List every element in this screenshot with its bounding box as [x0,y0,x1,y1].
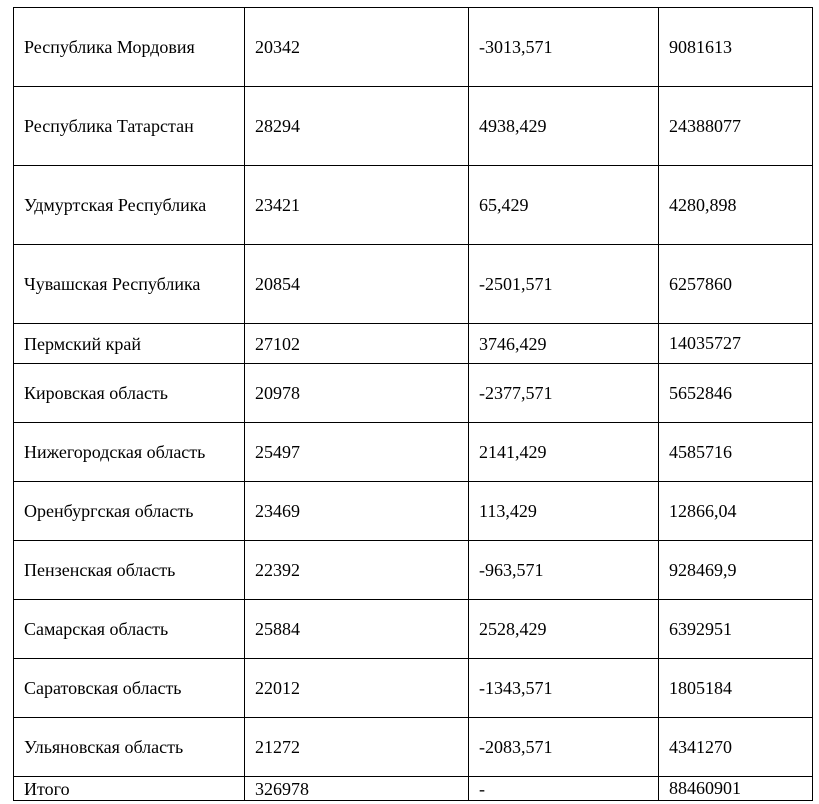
value-cell [245,659,469,718]
deviation-cell-text: 2528,429 [479,619,547,639]
total-label-cell [14,777,245,801]
value-cell [245,364,469,423]
value-cell-text: 28294 [255,116,300,136]
value-cell [245,482,469,541]
region-cell [14,718,245,777]
deviation-cell-text: 4938,429 [479,116,547,136]
value-cell-text: 23421 [255,195,300,215]
total-cell [659,87,813,166]
value-cell-text: 22012 [255,678,300,698]
region-cell-text: Ульяновская область [24,737,184,757]
region-cell-text: Нижегородская область [24,442,206,462]
total-cell-text: 6392951 [669,618,732,639]
deviation-cell [469,364,659,423]
region-cell [14,87,245,166]
value-cell [245,600,469,659]
total-cell-text: 12866,04 [669,500,737,521]
deviation-cell [469,423,659,482]
value-cell [245,166,469,245]
value-cell-text: 25884 [255,619,300,639]
deviation-cell-text: -1343,571 [479,678,553,698]
table-row [14,166,813,245]
deviation-cell [469,166,659,245]
table-row [14,364,813,423]
data-table [13,7,813,801]
value-cell-text: 27102 [255,333,300,354]
deviation-cell [469,600,659,659]
region-cell [14,364,245,423]
table-row [14,541,813,600]
deviation-cell [469,482,659,541]
deviation-cell [469,245,659,324]
region-cell [14,8,245,87]
value-cell [245,423,469,482]
value-cell [245,718,469,777]
deviation-cell-text: 113,429 [479,501,537,521]
total-label-cell-text: Итого [24,778,70,799]
deviation-cell [469,718,659,777]
region-cell [14,659,245,718]
total-cell [659,364,813,423]
value-cell [245,8,469,87]
value-cell [245,87,469,166]
value-cell-text: 21272 [255,737,300,757]
total-cell [659,166,813,245]
total-cell-text: 14035727 [669,333,741,353]
region-cell-text: Самарская область [24,619,169,639]
table-row [14,324,813,364]
total-cell [659,245,813,324]
deviation-cell-text: -3013,571 [479,37,553,57]
region-cell [14,423,245,482]
deviation-cell [469,324,659,364]
total-cell-text: 4341270 [669,736,732,757]
deviation-cell-text: -2083,571 [479,737,553,757]
deviation-cell [469,541,659,600]
total-cell [659,482,813,541]
table-body [14,8,813,801]
total-cell-text: 4585716 [669,441,732,462]
value-cell-text: 20854 [255,274,300,294]
deviation-cell-text: 2141,429 [479,442,547,462]
table-row [14,245,813,324]
value-cell-text: 20978 [255,383,300,403]
total-cell-text: 5652846 [669,382,732,403]
value-cell-text: 25497 [255,442,300,462]
value-cell [245,541,469,600]
region-cell [14,541,245,600]
region-cell [14,245,245,324]
region-cell-text: Саратовская область [24,678,182,698]
table-row [14,718,813,777]
total-cell-text: 9081613 [669,36,732,57]
total-cell [659,8,813,87]
region-cell-text: Пермский край [24,333,141,354]
total-sum-cell [659,777,813,801]
region-cell-text: Чувашская Республика [24,274,201,294]
value-cell-text: 20342 [255,37,300,57]
total-cell [659,600,813,659]
total-cell-text: 1805184 [669,677,732,698]
region-cell-text: Пензенская область [24,560,176,580]
value-cell [245,324,469,364]
deviation-cell-text: 65,429 [479,195,529,215]
value-cell-text: 23469 [255,501,300,521]
total-sum-cell-text: 88460901 [669,778,741,798]
deviation-cell-text: -2377,571 [479,383,553,403]
region-cell [14,324,245,364]
region-cell-text: Республика Мордовия [24,37,195,57]
value-cell-text: 22392 [255,560,300,580]
total-cell [659,324,813,364]
deviation-cell-text: -2501,571 [479,274,553,294]
deviation-cell [469,87,659,166]
total-deviation-cell-text: - [479,778,485,799]
table-row [14,659,813,718]
deviation-cell-text: 3746,429 [479,333,547,354]
region-cell [14,166,245,245]
total-cell-text: 4280,898 [669,194,737,215]
table-row [14,8,813,87]
deviation-cell [469,8,659,87]
table-row [14,87,813,166]
total-value-cell-text: 326978 [255,778,309,799]
table-row [14,423,813,482]
total-cell-text: 928469,9 [669,559,737,580]
total-cell-text: 24388077 [669,115,741,136]
total-row [14,777,813,801]
total-deviation-cell [469,777,659,801]
total-cell [659,423,813,482]
region-cell [14,600,245,659]
total-value-cell [245,777,469,801]
table-row [14,482,813,541]
value-cell [245,245,469,324]
deviation-cell [469,659,659,718]
region-cell-text: Кировская область [24,383,169,403]
region-cell [14,482,245,541]
total-cell [659,541,813,600]
total-cell-text: 6257860 [669,273,732,294]
region-cell-text: Оренбургская область [24,501,194,521]
total-cell [659,718,813,777]
table-row [14,600,813,659]
total-cell [659,659,813,718]
deviation-cell-text: -963,571 [479,560,544,580]
region-cell-text: Удмуртская Республика [24,195,207,215]
region-cell-text: Республика Татарстан [24,116,194,136]
